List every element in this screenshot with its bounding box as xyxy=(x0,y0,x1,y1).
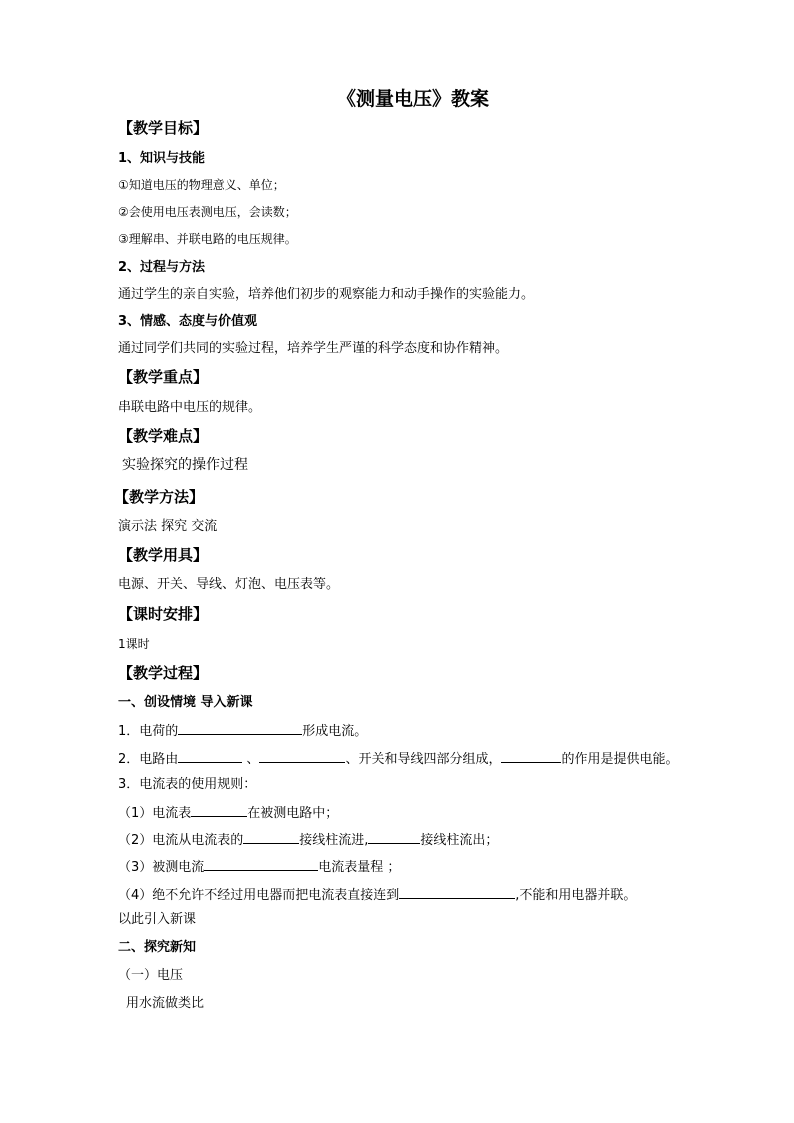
part-2-heading: 二、探究新知 xyxy=(118,940,197,955)
answer-blank xyxy=(191,804,247,817)
question-2-prefix: 2．电路由 xyxy=(118,752,179,767)
goal-2-heading: 2、过程与方法 xyxy=(118,260,206,275)
key-heading: 【教学重点】 xyxy=(118,368,209,386)
process-heading: 【教学过程】 xyxy=(118,664,209,682)
rule-3 xyxy=(118,858,400,876)
rule-3-suffix: 电流表量程 ； xyxy=(318,860,401,875)
difficulty-text: 实验探究的操作过程 xyxy=(122,457,248,473)
intro-text: 以此引入新课 xyxy=(118,912,197,927)
rule-3-prefix: （3）被测电流 xyxy=(118,860,205,875)
rule-4 xyxy=(118,886,636,904)
tools-heading: 【教学用具】 xyxy=(118,546,209,564)
rule-1-prefix: （1）电流表 xyxy=(118,806,192,821)
part-1-heading: 一、创设情境 导入新课 xyxy=(118,695,253,710)
answer-blank xyxy=(368,831,420,844)
answer-blank xyxy=(178,750,242,763)
answer-blank xyxy=(259,750,345,763)
subsection-1-text: 用水流做类比 xyxy=(126,996,205,1011)
rule-2-middle: 接线柱流进, xyxy=(299,833,369,848)
question-1-suffix: 形成电流。 xyxy=(302,724,368,739)
method-heading: 【教学方法】 xyxy=(114,488,205,506)
answer-blank xyxy=(204,858,318,871)
question-1 xyxy=(118,722,367,740)
goals-heading: 【教学目标】 xyxy=(118,119,209,137)
goal-3-text: 通过同学们共同的实验过程，培养学生严谨的科学态度和协作精神。 xyxy=(118,341,509,356)
answer-blank xyxy=(399,886,515,899)
rule-2-prefix: （2）电流从电流表的 xyxy=(118,833,244,848)
question-2-middle: 、开关和导线四部分组成， xyxy=(345,752,502,767)
answer-blank xyxy=(178,722,302,735)
question-3: 3．电流表的使用规则： xyxy=(118,777,257,792)
key-text: 串联电路中电压的规律。 xyxy=(118,400,262,415)
difficulty-heading: 【教学难点】 xyxy=(118,427,209,445)
answer-blank xyxy=(243,831,299,844)
rule-2-suffix: 接线柱流出； xyxy=(420,833,499,848)
goal-2-text: 通过学生的亲自实验，培养他们初步的观察能力和动手操作的实验能力。 xyxy=(118,287,535,302)
goal-3-heading: 3、情感、态度与价值观 xyxy=(118,314,258,329)
goal-1-item: ③理解串、并联电路的电压规律。 xyxy=(118,232,297,246)
question-2 xyxy=(118,750,678,768)
question-2-separator: 、 xyxy=(246,752,260,767)
method-text: 演示法 探究 交流 xyxy=(118,519,218,534)
goal-1-heading: 1、知识与技能 xyxy=(118,151,206,166)
goal-1-item: ①知道电压的物理意义、单位； xyxy=(118,178,285,192)
tools-text: 电源、开关、导线、灯泡、电压表等。 xyxy=(118,577,340,592)
rule-4-prefix: （4）绝不允许不经过用电器而把电流表直接连到 xyxy=(118,888,400,903)
rule-1 xyxy=(118,804,338,822)
subsection-1-heading: （一）电压 xyxy=(118,968,184,983)
schedule-text: 1课时 xyxy=(118,637,150,651)
answer-blank xyxy=(501,750,561,763)
schedule-heading: 【课时安排】 xyxy=(118,605,209,623)
rule-1-suffix: 在被测电路中； xyxy=(247,806,339,821)
page-title: 《测量电压》教案 xyxy=(337,88,490,110)
rule-4-suffix: ,不能和用电器并联。 xyxy=(515,888,637,903)
question-2-suffix: 的作用是提供电能。 xyxy=(561,752,679,767)
question-1-prefix: 1．电荷的 xyxy=(118,724,179,739)
rule-2 xyxy=(118,831,498,849)
goal-1-item: ②会使用电压表测电压，会读数； xyxy=(118,205,297,219)
